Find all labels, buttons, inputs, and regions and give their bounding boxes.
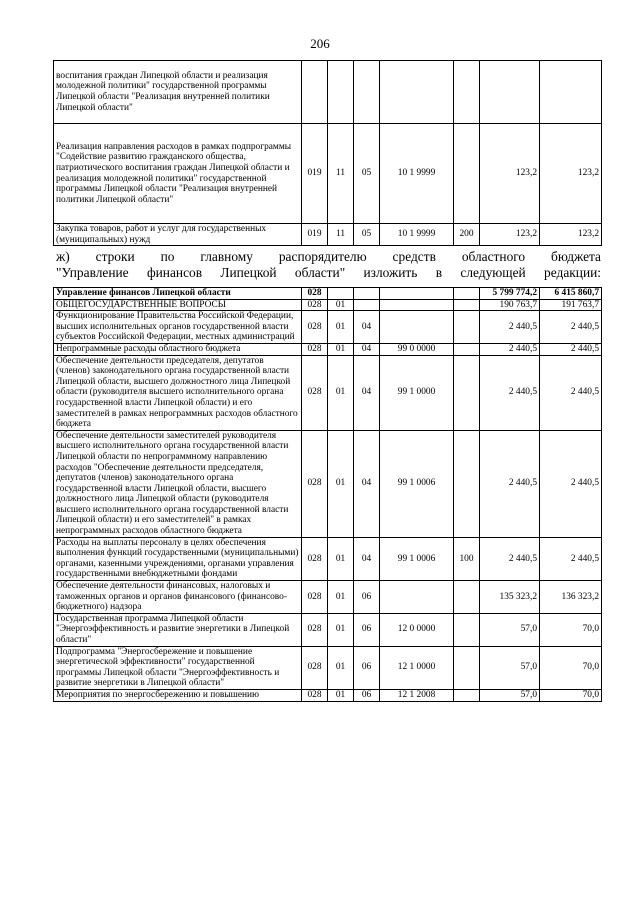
table-row [54, 537, 602, 580]
subsection-code: 06 [354, 646, 380, 689]
amount-year-2: 6 415 860,7 [540, 288, 602, 300]
expense-type-code [454, 343, 480, 355]
amount-year-2: 136 323,2 [540, 581, 602, 614]
budget-item-name: Управление финансов Липецкой области [54, 288, 302, 300]
table-row [54, 124, 602, 224]
expense-type-code [454, 581, 480, 614]
subsection-code [354, 288, 380, 300]
amount-year-1: 57,0 [480, 689, 540, 701]
paragraph-line: "Управление финансов Липецкой области" изложить в следующей редакции: [56, 265, 601, 280]
table-row [54, 311, 602, 344]
budget-item-name: Обеспечение деятельности председателя, депутатов (членов) законодательного органа государственной власти Липецкой области, высшего должностного лица Липецкой области (руководителя высшего исполнительного органа государственной власти Липецкой области) и его заместителей в рамках непрограммных расходов областного бюджета [54, 355, 302, 430]
subsection-code: 06 [354, 613, 380, 646]
table-row [54, 355, 602, 430]
ministry-code: 028 [302, 581, 328, 614]
ministry-code: 019 [302, 224, 328, 246]
amount-year-2: 2 440,5 [540, 430, 602, 537]
ministry-code: 028 [302, 299, 328, 311]
subsection-code: 05 [354, 124, 380, 224]
amount-year-2: 70,0 [540, 689, 602, 701]
section-code: 11 [328, 124, 354, 224]
section-code: 01 [328, 646, 354, 689]
section-code: 01 [328, 613, 354, 646]
expense-type-code [454, 124, 480, 224]
amount-year-2: 123,2 [540, 124, 602, 224]
subsection-code: 04 [354, 355, 380, 430]
amount-year-1: 123,2 [480, 224, 540, 246]
target-article-code: 10 1 9999 [380, 224, 454, 246]
table-row [54, 613, 602, 646]
amount-year-1: 190 763,7 [480, 299, 540, 311]
target-article-code [380, 61, 454, 124]
budget-table-finance-department [53, 287, 602, 702]
expense-type-code [454, 299, 480, 311]
amount-year-1: 2 440,5 [480, 355, 540, 430]
expense-type-code [454, 288, 480, 300]
ministry-code: 028 [302, 430, 328, 537]
target-article-code: 12 1 0000 [380, 646, 454, 689]
amount-year-1: 2 440,5 [480, 537, 540, 580]
expense-type-code [454, 311, 480, 344]
expense-type-code [454, 61, 480, 124]
amount-year-2: 70,0 [540, 646, 602, 689]
subsection-code: 04 [354, 430, 380, 537]
amount-year-2: 70,0 [540, 613, 602, 646]
section-code: 11 [328, 224, 354, 246]
section-code: 01 [328, 355, 354, 430]
ministry-code: 028 [302, 689, 328, 701]
amount-year-1: 123,2 [480, 124, 540, 224]
amount-year-1: 2 440,5 [480, 311, 540, 344]
budget-table-continuation [53, 60, 602, 246]
section-code: 01 [328, 311, 354, 344]
page-number: 206 [310, 36, 330, 51]
subsection-code [354, 299, 380, 311]
target-article-code: 12 0 0000 [380, 613, 454, 646]
amount-year-1: 57,0 [480, 613, 540, 646]
subsection-code: 05 [354, 224, 380, 246]
ministry-code: 028 [302, 613, 328, 646]
target-article-code [380, 288, 454, 300]
subsection-code: 04 [354, 537, 380, 580]
subsection-code: 06 [354, 581, 380, 614]
target-article-code [380, 311, 454, 344]
expense-type-code [454, 646, 480, 689]
paragraph-line: ж) строки по главному распорядителю средств областного бюджета [56, 249, 601, 264]
budget-item-name: ОБЩЕГОСУДАРСТВЕННЫЕ ВОПРОСЫ [54, 299, 302, 311]
ministry-code: 028 [302, 311, 328, 344]
budget-item-name: Функционирование Правительства Российской Федерации, высших исполнительных органов государственной власти субъектов Российской Федерации, местных администраций [54, 311, 302, 344]
budget-item-name: Мероприятия по энергосбережению и повышению [54, 689, 302, 701]
table-row [54, 581, 602, 614]
target-article-code [380, 581, 454, 614]
section-code: 01 [328, 689, 354, 701]
expense-type-code: 100 [454, 537, 480, 580]
ministry-code [302, 61, 328, 124]
target-article-code: 99 0 0000 [380, 343, 454, 355]
ministry-code: 028 [302, 288, 328, 300]
ministry-code: 028 [302, 355, 328, 430]
subsection-code: 04 [354, 311, 380, 344]
subsection-code: 06 [354, 689, 380, 701]
amount-year-1: 2 440,5 [480, 430, 540, 537]
section-code: 01 [328, 581, 354, 614]
amount-year-2: 2 440,5 [540, 343, 602, 355]
amendment-paragraph [56, 249, 601, 281]
amount-year-1: 57,0 [480, 646, 540, 689]
ministry-code: 019 [302, 124, 328, 224]
budget-item-name: Государственная программа Липецкой области "Энергоэффективность и развитие энергетики в Липецкой области" [54, 613, 302, 646]
amount-year-2: 2 440,5 [540, 355, 602, 430]
subsection-code [354, 61, 380, 124]
target-article-code: 99 1 0000 [380, 355, 454, 430]
expense-type-code [454, 689, 480, 701]
table-row [54, 288, 602, 300]
expense-type-code [454, 430, 480, 537]
ministry-code: 028 [302, 646, 328, 689]
budget-item-name: Непрограммные расходы областного бюджета [54, 343, 302, 355]
amount-year-2: 2 440,5 [540, 311, 602, 344]
section-code: 01 [328, 299, 354, 311]
amount-year-1: 135 323,2 [480, 581, 540, 614]
section-code: 01 [328, 537, 354, 580]
target-article-code: 10 1 9999 [380, 124, 454, 224]
target-article-code: 99 1 0006 [380, 537, 454, 580]
ministry-code: 028 [302, 343, 328, 355]
amount-year-2: 191 763,7 [540, 299, 602, 311]
budget-item-name: Расходы на выплаты персоналу в целях обеспечения выполнения функций государственными (муниципальными) органами, казенными учреждениями, органами управления государственными внебюджетными фондами [54, 537, 302, 580]
budget-item-name: Обеспечение деятельности финансовых, налоговых и таможенных органов и органов финансового (финансово-бюджетного) надзора [54, 581, 302, 614]
expense-type-code [454, 355, 480, 430]
target-article-code: 99 1 0006 [380, 430, 454, 537]
amount-year-2 [540, 61, 602, 124]
table-row [54, 224, 602, 246]
table-row [54, 299, 602, 311]
table-row [54, 343, 602, 355]
amount-year-1 [480, 61, 540, 124]
amount-year-1: 2 440,5 [480, 343, 540, 355]
budget-item-name: Закупка товаров, работ и услуг для государственных (муниципальных) нужд [54, 224, 302, 246]
section-code: 01 [328, 430, 354, 537]
ministry-code: 028 [302, 537, 328, 580]
target-article-code: 12 1 2008 [380, 689, 454, 701]
amount-year-2: 123,2 [540, 224, 602, 246]
expense-type-code: 200 [454, 224, 480, 246]
section-code [328, 61, 354, 124]
amount-year-1: 5 799 774,2 [480, 288, 540, 300]
table-row [54, 646, 602, 689]
budget-item-name: Обеспечение деятельности заместителей руководителя высшего исполнительного органа государственной власти Липецкой области по непрограммному направлению расходов "Обеспечение деятельности председателя, депутатов (членов) законодательного органа государственной власти Липецкой области, высшего должностного лица Липецкой области (руководителя высшего исполнительного органа государственной власти Липецкой области) и его заместителей" в рамках непрограммных расходов областного бюджета [54, 430, 302, 537]
budget-item-name: воспитания граждан Липецкой области и реализация молодежной политики" государственной программы Липецкой области "Реализация внутренней политики Липецкой области" [54, 61, 302, 124]
section-code: 01 [328, 343, 354, 355]
budget-item-name: Реализация направления расходов в рамках подпрограммы "Содействие развитию гражданского общества, патриотического воспитания граждан Липецкой области и реализация молодежной политики" государственной программы Липецкой области "Реализация внутренней политики Липецкой области" [54, 124, 302, 224]
budget-item-name: Подпрограмма "Энергосбережение и повышение энергетической эффективности" государственной программы Липецкой области "Энергоэффективность и развитие энергетики в Липецкой области" [54, 646, 302, 689]
table-row [54, 430, 602, 537]
table-row [54, 689, 602, 701]
table-row [54, 61, 602, 124]
subsection-code: 04 [354, 343, 380, 355]
target-article-code [380, 299, 454, 311]
section-code [328, 288, 354, 300]
expense-type-code [454, 613, 480, 646]
amount-year-2: 2 440,5 [540, 537, 602, 580]
